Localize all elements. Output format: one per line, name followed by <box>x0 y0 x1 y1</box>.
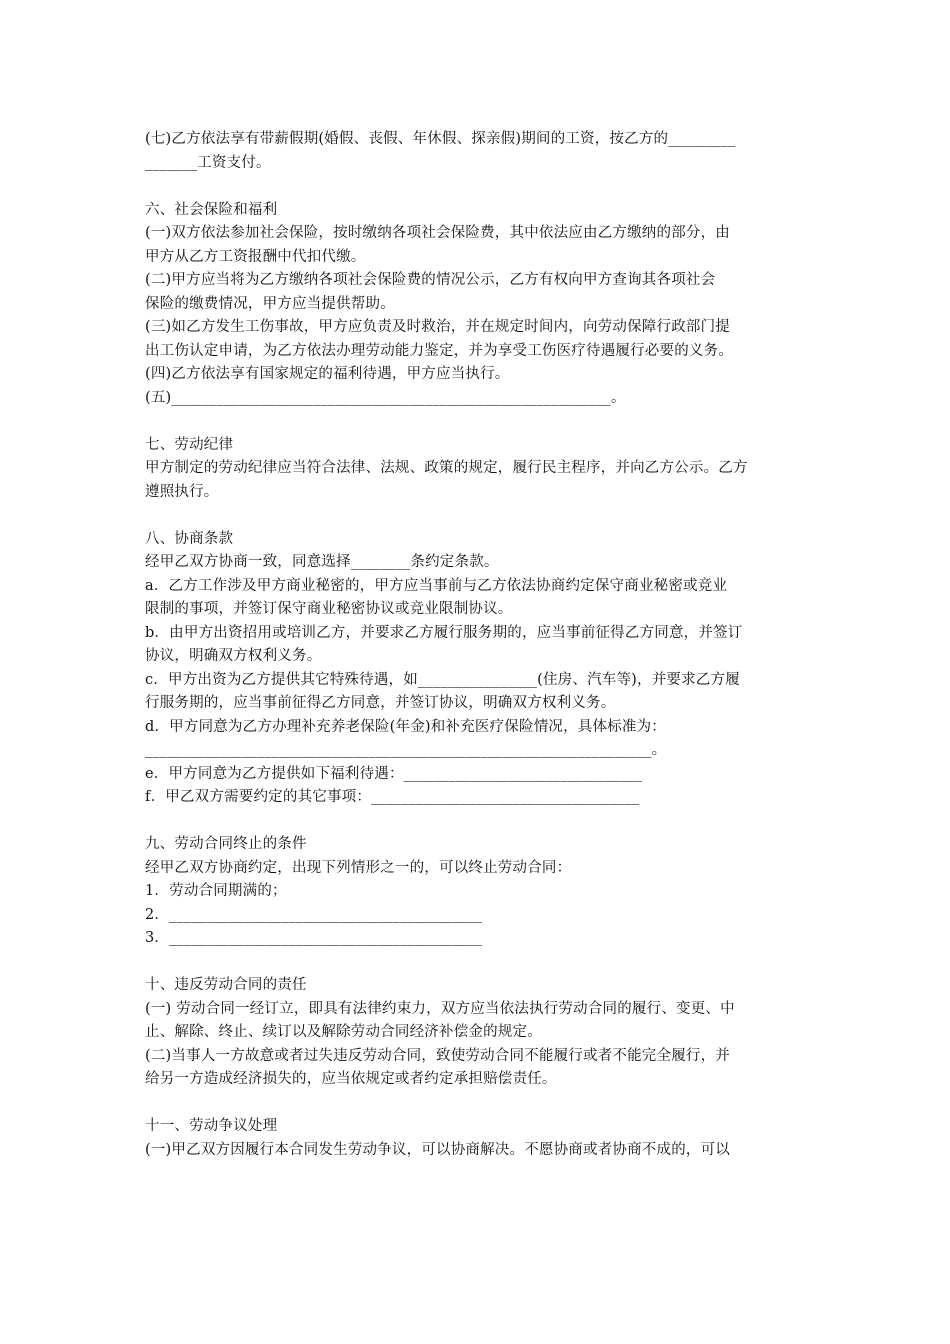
section-heading-labor-dispute: 十一、劳动争议处理 <box>145 1118 278 1134</box>
paragraph-line: (二)当事人一方故意或者过失违反劳动合同，致使劳动合同不能履行或者不能完全履行，并 <box>145 1047 731 1064</box>
paragraph-line: (一) 劳动合同一经订立，即具有法律约束力，双方应当依法执行劳动合同的履行、变更、中 <box>145 1000 735 1017</box>
paragraph-line: 甲方制定的劳动纪律应当符合法律、法规、政策的规定，履行民主程序，并向乙方公示。乙方 <box>145 460 748 476</box>
paragraph-line: (二)甲方应当将为乙方缴纳各项社会保险费的情况公示，乙方有权向甲方查询其各项社会 <box>145 272 716 288</box>
paragraph-line: d．甲方同意为乙方办理补充养老保险(年金)和补充医疗保险情况，具体标准为： <box>145 718 666 735</box>
list-item: 1．劳动合同期满的； <box>145 883 287 899</box>
paragraph-line: (一)甲乙双方因履行本合同发生劳动争议，可以协商解决。不愿协商或者协商不成的，可以 <box>145 1141 731 1158</box>
paragraph-line: b．由甲方出资招用或培训乙方，并要求乙方履行服务期的，应当事前征得乙方同意，并签订 <box>145 624 743 641</box>
paragraph-line: 出工伤认定申请，为乙方依法办理劳动能力鉴定，并为享受工伤医疗待遇履行必要的义务。 <box>145 342 733 359</box>
paragraph-line: 止、解除、终止、续订以及解除劳动合同经济补偿金的规定。 <box>145 1024 542 1040</box>
paragraph-line: (五)___________________________________________________________。 <box>145 389 626 406</box>
paragraph-line: (一)双方依法参加社会保险，按时缴纳各项社会保险费，其中依法应由乙方缴纳的部分，由 <box>145 225 731 241</box>
paragraph-line: 保险的缴费情况，甲方应当提供帮助。 <box>145 295 395 312</box>
paragraph-line: 限制的事项，并签订保守商业秘密协议或竞业限制协议。 <box>145 601 513 617</box>
salary-clause-line-1: (七)乙方依法享有带薪假期(婚假、丧假、年休假、探亲假)期间的工资，按乙方的_________ <box>145 131 736 147</box>
list-item: 2．__________________________________________ <box>145 906 483 923</box>
paragraph-line: (四)乙方依法享有国家规定的福利待遇，甲方应当执行。 <box>145 366 510 382</box>
paragraph-line: (三)如乙方发生工伤事故，甲方应负责及时救治，并在规定时间内，向劳动保障行政部门提 <box>145 319 731 335</box>
paragraph-line: 经甲乙双方协商约定，出现下列情形之一的，可以终止劳动合同： <box>145 859 572 876</box>
paragraph-line: ____________________________________________________________________。 <box>145 742 667 758</box>
section-heading-negotiated-terms: 八、协商条款 <box>145 530 234 547</box>
paragraph-line: 遵照执行。 <box>145 483 219 500</box>
section-heading-labor-discipline: 七、劳动纪律 <box>145 436 234 453</box>
document-page <box>145 128 810 1162</box>
list-item: 3．__________________________________________ <box>145 930 483 946</box>
paragraph-line: c．甲方出资为乙方提供其它特殊待遇，如________________(住房、汽车等)，并要求乙方履 <box>145 671 740 688</box>
paragraph-line: a．乙方工作涉及甲方商业秘密的，甲方应当事前与乙方依法协商约定保守商业秘密或竞业 <box>145 577 728 594</box>
paragraph-line: f．甲乙双方需要约定的其它事项：____________________________________ <box>145 789 640 805</box>
salary-clause-line-2: _______工资支付。 <box>145 154 271 171</box>
section-heading-breach-liability: 十、违反劳动合同的责任 <box>145 977 307 993</box>
section-heading-social-insurance: 六、社会保险和福利 <box>145 201 278 218</box>
paragraph-line: 给另一方造成经济损失的，应当依规定或者约定承担赔偿责任。 <box>145 1071 557 1087</box>
section-heading-termination-conditions: 九、劳动合同终止的条件 <box>145 836 307 852</box>
paragraph-line: 行服务期的，应当事前征得乙方同意，并签订协议，明确双方权利义务。 <box>145 695 616 711</box>
paragraph-line: e．甲方同意为乙方提供如下福利待遇：________________________________ <box>145 765 643 782</box>
paragraph-line: 甲方从乙方工资报酬中代扣代缴。 <box>145 248 366 265</box>
paragraph-line: 协议，明确双方权利义务。 <box>145 648 322 664</box>
paragraph-line: 经甲乙双方协商一致，同意选择________条约定条款。 <box>145 554 499 570</box>
